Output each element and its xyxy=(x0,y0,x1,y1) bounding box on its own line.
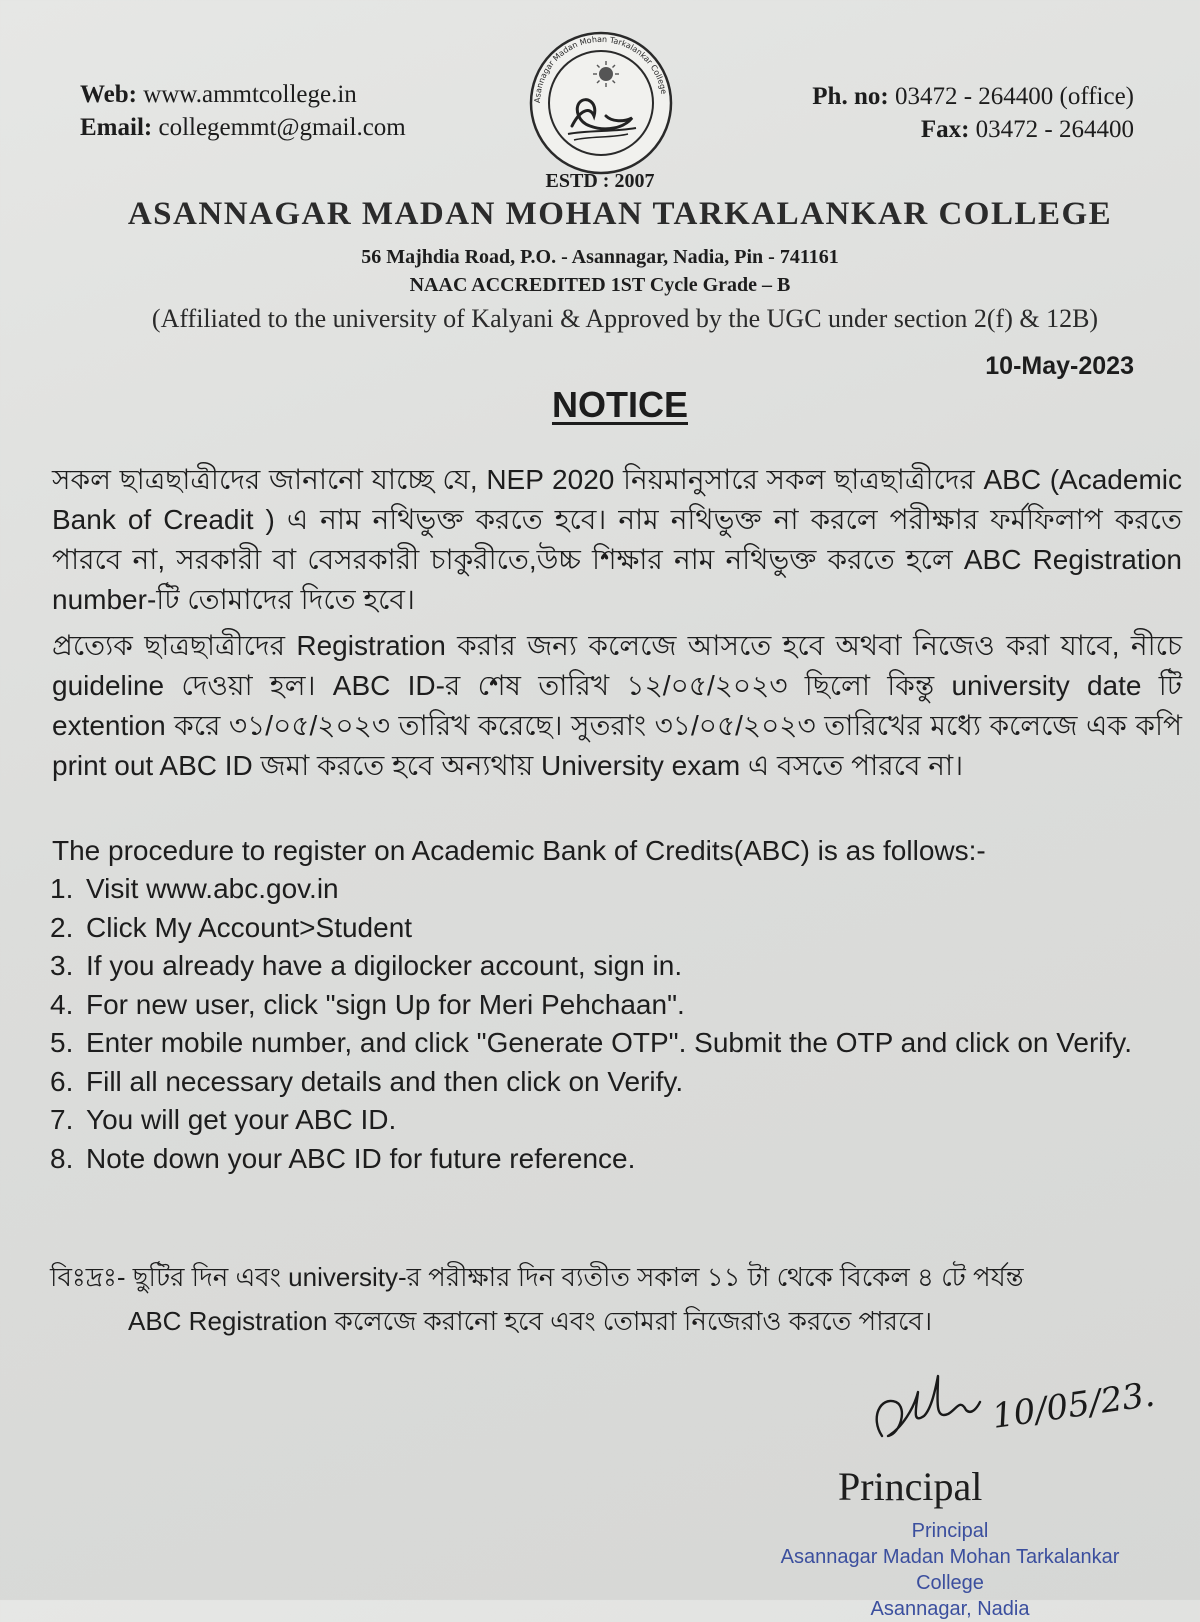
notice-title: NOTICE xyxy=(551,384,688,425)
step-number: 5. xyxy=(50,1027,74,1058)
procedure-intro: The procedure to register on Academic Bank of Credits(ABC) is as follows:- xyxy=(52,835,986,866)
accreditation: NAAC ACCREDITED 1ST Cycle Grade – B xyxy=(409,274,791,296)
list-item xyxy=(50,986,1190,1025)
fax-label: Fax: xyxy=(920,116,970,143)
step-number: 8. xyxy=(50,1142,74,1174)
handwritten-signature xyxy=(862,1358,1162,1478)
fax-line xyxy=(812,113,1134,146)
fax-value: 03472 - 264400 xyxy=(975,116,1134,143)
note-line-1: বিঃদ্রঃ- ছুটির দিন এবং university-র পরীক্ষার দিন ব্যতীত সকাল ১১ টা থেকে বিকেল ৪ টে পর্যন্ত xyxy=(50,1262,1024,1292)
step-text: If you already have a digilocker account, sign in. xyxy=(86,950,683,981)
list-item xyxy=(50,870,1190,909)
step-number: 4. xyxy=(50,988,74,1020)
phone-value: 03472 - 264400 (office) xyxy=(894,83,1134,110)
college-name: ASANNAGAR MADAN MOHAN TARKALANKAR COLLEGE xyxy=(127,196,1113,232)
bengali-note xyxy=(50,1255,1190,1343)
web-label: Web: xyxy=(80,81,137,108)
procedure-steps xyxy=(50,870,1190,1178)
step-number: 1. xyxy=(50,873,74,904)
bengali-paragraph-2: প্রত্যেক ছাত্রছাত্রীদের Registration করার জন্য কলেজে আসতে হবে অথবা নিজেও করা যাবে, নীচে guideline দেওয়া হল। ABC ID-র শেষ তারিখ ১২/০৫/২০২৩ ছিলো কিন্তু university date টি extention করে ৩১/০৫/২০২৩ তারিখ করেছে। সুতরাং ৩১/০৫/২০২৩ তারিখের মধ্যে কলেজে এক কপি print out ABC ID জমা করতে হবে অন্যথায় University exam এ বসতে পারবে না। xyxy=(52,630,1182,781)
stamp-college: Asannagar Madan Mohan Tarkalankar College xyxy=(780,1546,1120,1594)
contact-left xyxy=(80,78,406,144)
web-line xyxy=(80,78,406,111)
step-text: Note down your ABC ID for future reference. xyxy=(86,1142,636,1174)
list-item xyxy=(50,1024,1190,1063)
seal-ring-text: Asannagar Madan Mohan Tarkalankar College xyxy=(532,34,669,104)
step-text: Enter mobile number, and click "Generate OTP". Submit the OTP and click on Verify. xyxy=(86,1027,1132,1058)
contact-right xyxy=(812,80,1134,146)
email-value: collegemmt@gmail.com xyxy=(158,114,406,141)
step-number: 3. xyxy=(50,950,74,981)
handwritten-date: 10/05/23. xyxy=(989,1374,1158,1437)
step-text: Visit www.abc.gov.in xyxy=(86,873,339,904)
stamp-title: Principal xyxy=(911,1520,989,1542)
college-seal-logo xyxy=(528,30,674,176)
email-label: Email: xyxy=(80,114,153,141)
list-item xyxy=(50,1063,1190,1102)
list-item xyxy=(50,947,1190,986)
list-item xyxy=(50,909,1190,948)
web-value: www.ammtcollege.in xyxy=(143,81,357,108)
notice-date: 10-May-2023 xyxy=(985,352,1134,380)
step-number: 7. xyxy=(50,1104,74,1135)
phone-label: Ph. no: xyxy=(812,83,889,110)
established-year: ESTD : 2007 xyxy=(545,170,655,192)
phone-line xyxy=(812,80,1134,113)
college-address: 56 Majhdia Road, P.O. - Asannagar, Nadia, Pin - 741161 xyxy=(361,246,839,268)
step-text: You will get your ABC ID. xyxy=(86,1104,397,1135)
list-item xyxy=(50,1101,1190,1140)
principal-stamp xyxy=(760,1518,1140,1622)
note-line-2: ABC Registration কলেজে করানো হবে এবং তোমরা নিজেরাও করতে পারবে। xyxy=(128,1306,933,1336)
list-item xyxy=(50,1140,1190,1179)
bengali-paragraph-1: সকল ছাত্রছাত্রীদের জানানো যাচ্ছে যে, NEP 2020 নিয়মানুসারে সকল ছাত্রছাত্রীদের ABC (Academic Bank of Creadit ) এ নাম নথিভুক্ত করতে হবে। নাম নথিভুক্ত না করলে পরীক্ষার ফর্মফিলাপ করতে পারবে না, সরকারী বা বেসরকারী চাকুরীতে,উচ্চ শিক্ষার নাম নথিভুক্ত করতে হলে ABC Registration number-টি তোমাদের দিতে হবে। xyxy=(52,464,1182,615)
stamp-place: Asannagar, Nadia xyxy=(870,1598,1030,1620)
principal-title: Principal xyxy=(838,1464,983,1509)
email-line xyxy=(80,111,406,144)
affiliation: (Affiliated to the university of Kalyani & Approved by the UGC under section 2(f) & 12B) xyxy=(151,304,1099,333)
step-text: Click My Account>Student xyxy=(86,911,413,943)
step-number: 2. xyxy=(50,911,74,943)
step-text: Fill all necessary details and then click on Verify. xyxy=(86,1065,684,1097)
step-number: 6. xyxy=(50,1065,74,1097)
step-text: For new user, click "sign Up for Meri Pehchaan". xyxy=(86,988,685,1020)
